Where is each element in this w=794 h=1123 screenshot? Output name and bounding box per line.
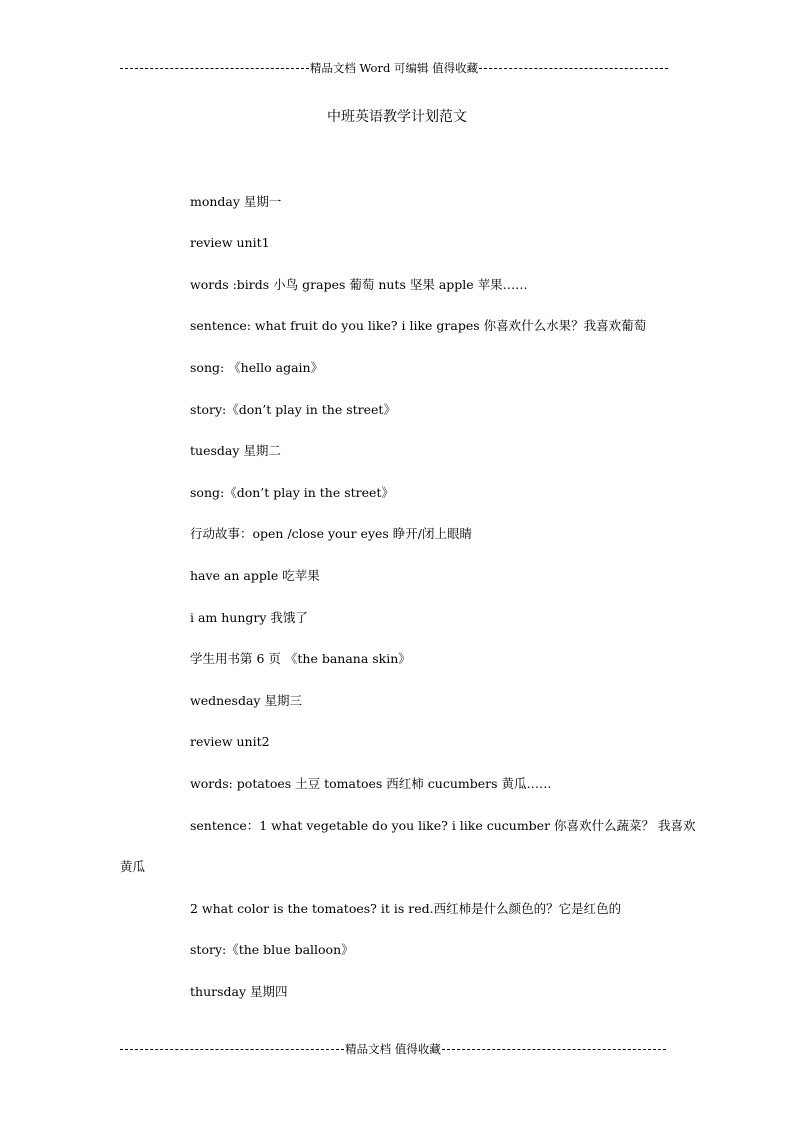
text-line: 行动故事：open /close your eyes 睁开/闭上眼睛 [190,526,473,541]
header-text: 精品文档 Word 可编辑 值得收藏 [309,61,479,75]
header-dash-left [120,68,309,69]
text-line: tuesday 星期二 [190,443,281,458]
text-line: sentence：1 what vegetable do you like? i like cucumber 你喜欢什么蔬菜？ 我喜欢 [190,818,696,833]
text-line: 学生用书第 6 页 《the banana skin》 [190,651,411,666]
text-line: words :birds 小鸟 grapes 葡萄 nuts 坚果 apple 苹果…… [190,277,528,292]
footer-text: 精品文档 值得收藏 [345,1042,441,1056]
text-line: i am hungry 我饿了 [190,610,308,625]
text-line: review unit2 [190,734,270,749]
text-line: song: 《hello again》 [190,360,324,375]
text-line: wednesday 星期三 [190,693,302,708]
footer-dash-right [442,1049,666,1050]
text-line: story:《don’t play in the street》 [190,402,396,417]
header-dash-right [479,68,668,69]
text-line: sentence: what fruit do you like? i like grapes 你喜欢什么水果？我喜欢葡萄 [190,318,647,333]
text-line: song:《don’t play in the street》 [190,485,394,500]
text-line: have an apple 吃苹果 [190,568,320,583]
text-line: story:《the blue balloon》 [190,942,354,957]
page-footer [120,1042,666,1056]
footer-dash-left [120,1049,344,1050]
text-line: 2 what color is the tomatoes? it is red.西红柿是什么颜色的？它是红色的 [190,901,622,916]
text-line: thursday 星期四 [190,984,288,999]
page-header [120,61,668,75]
text-line-continuation: 黄瓜 [120,859,146,874]
text-line: words: potatoes 土豆 tomatoes 西红柿 cucumbers 黄瓜…… [190,776,552,791]
text-line: monday 星期一 [190,194,282,209]
document-title: 中班英语教学计划范文 [327,109,467,125]
text-line: review unit1 [190,235,270,250]
